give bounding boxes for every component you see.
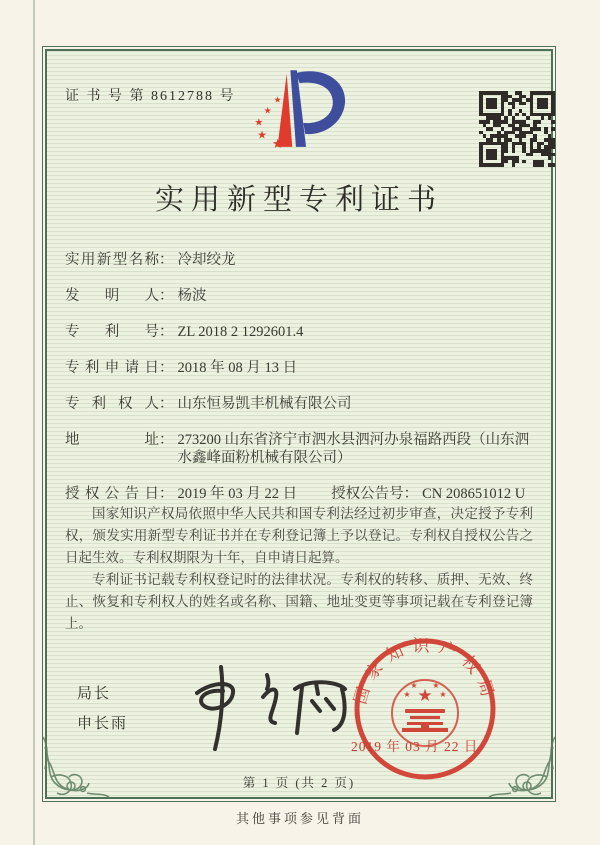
- star-icon: ★: [271, 135, 284, 151]
- field-value: 2018 年 08 月 13 日: [177, 360, 298, 376]
- star-icon: ★: [254, 117, 264, 129]
- page-number: 第 1 页 (共 2 页): [242, 776, 356, 790]
- corner-flourish-icon: [483, 729, 557, 803]
- legal-text: [65, 503, 533, 635]
- field-utility-model-name: 实用新型名称 ： 冷却绞龙: [65, 251, 537, 269]
- legal-paragraph: 专利证书记载专利权登记时的法律状况。专利权的转移、质押、无效、终止、恢复和专利权人的姓名或名称、国籍、地址变更等事项记载在专利登记簿上。: [65, 572, 533, 631]
- legal-paragraph: 国家知识产权局依照中华人民共和国专利法经过初步审查，决定授予专利权，颁发实用新型专利证书并在专利登记簿上予以登记。专利权自授权公告之日起生效。专利权期限为十年，自申请日起算。: [65, 506, 533, 565]
- field-value: 273200 山东省济宁市泗水县泗河办泉福路西段（山东泗水鑫峰面粉机械有限公司）: [177, 432, 530, 466]
- field-inventor: 发明人 ： 杨波: [65, 287, 537, 305]
- star-icon: ★: [403, 690, 411, 699]
- border-frame: [42, 46, 556, 802]
- certificate-number: 证 书 号 第 8612788 号: [65, 89, 236, 104]
- field-label: 发明人: [65, 288, 159, 304]
- grant-date-pair: 授权公告日 ： 2019 年 03 月 22 日: [65, 486, 298, 502]
- grant-number-pair: 授权公告号 ： CN 208651012 U: [331, 486, 526, 502]
- field-value: CN 208651012 U: [422, 486, 526, 502]
- seal-text: 国家知识产权局: [350, 636, 500, 707]
- seal-date: 2019 年 03 月 22 日: [351, 739, 479, 754]
- star-icon: ★: [273, 95, 282, 105]
- field-label: 授权公告号: [331, 486, 404, 502]
- field-value: 冷却绞龙: [177, 252, 236, 268]
- corner-flourish-icon: [41, 729, 115, 803]
- official-seal: [349, 633, 501, 785]
- field-value: 2019 年 03 月 22 日: [177, 486, 298, 502]
- director-signature: [175, 659, 370, 757]
- field-application-date: 专利申请日 ： 2018 年 08 月 13 日: [65, 359, 537, 377]
- certificate-title: 实用新型专利证书: [154, 184, 443, 216]
- field-label: 地址: [65, 432, 159, 448]
- grant-row: [65, 485, 537, 503]
- field-label: 专利申请日: [65, 360, 159, 376]
- field-label: 专利权人: [65, 396, 159, 412]
- qr-code: [479, 91, 555, 167]
- cnipa-logo-icon: [235, 57, 355, 161]
- star-icon: ★: [257, 129, 268, 142]
- star-icon: ★: [263, 105, 272, 116]
- star-icon: ★: [410, 681, 418, 690]
- field-patent-number: 专利号 ： ZL 2018 2 1292601.4: [65, 323, 537, 341]
- director-name: 申长雨: [77, 716, 129, 732]
- star-icon: ★: [432, 681, 440, 690]
- field-value: 山东恒易凯丰机械有限公司: [177, 396, 352, 412]
- star-icon: ★: [439, 690, 447, 699]
- field-label: 实用新型名称: [65, 252, 159, 268]
- seal-icon: [349, 633, 501, 785]
- field-list: [65, 251, 537, 503]
- field-label: 授权公告日: [65, 486, 159, 502]
- certificate-body: [45, 49, 553, 799]
- star-icon: ★: [417, 686, 433, 705]
- field-value: ZL 2018 2 1292601.4: [177, 324, 304, 340]
- field-value: 杨波: [177, 288, 207, 304]
- field-address: 地址 ： 273200 山东省济宁市泗水县泗河办泉福路西段（山东泗水鑫峰面粉机械有限公司）: [65, 431, 537, 467]
- director-title: 局长: [77, 686, 112, 702]
- field-patentee: 专利权人 ： 山东恒易凯丰机械有限公司: [65, 395, 537, 413]
- field-label: 专利号: [65, 324, 159, 340]
- back-note: 其他事项参见背面: [235, 811, 364, 826]
